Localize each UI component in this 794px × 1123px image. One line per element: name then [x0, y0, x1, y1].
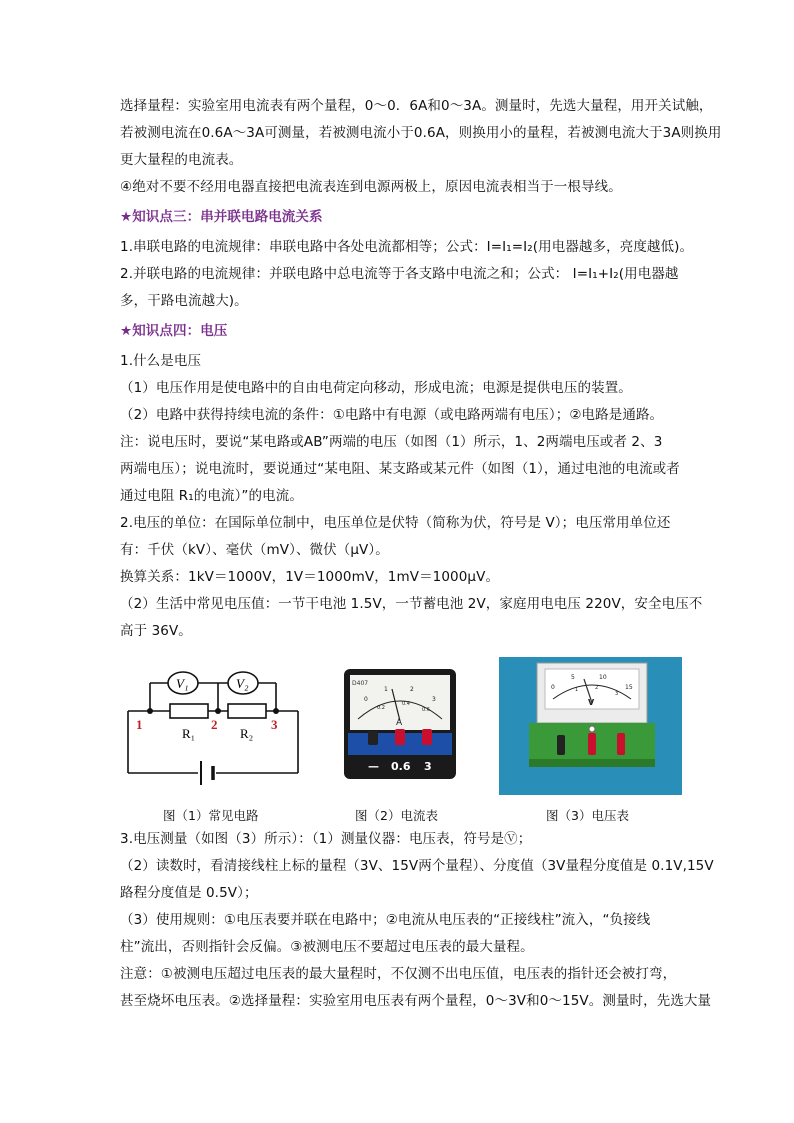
- voltmeter-scale-10: 10: [599, 674, 607, 681]
- para-line-13: 通过电阻 R₁的电流）”的电流。: [120, 488, 303, 504]
- voltmeter-scale-1: 1: [575, 687, 579, 693]
- ammeter-neg-terminal[interactable]: [368, 731, 378, 745]
- node-3-dot: [273, 708, 279, 714]
- para-line-1: 选择量程：实验室用电流表有两个量程，0～0．6A和0～3A。测量时，先选大量程，用开关试触，: [120, 98, 713, 114]
- para-line-11: 注：说电压时，要说“某电路或AB”两端的电压（如图（1）所示，1、2两端电压或者 2、3: [120, 434, 663, 450]
- circuit-diagram: [118, 663, 303, 793]
- para-line-20: （2）读数时，看清接线柱上标的量程（3V、15V两个量程）、分度值（3V量程分度值是 0.1V,15V: [120, 858, 714, 874]
- para-line-10: （2）电路中获得持续电流的条件：①电路中有电源（或电路两端有电压）；②电路是通路。: [120, 407, 664, 423]
- ammeter-scale-02: 0.2: [377, 705, 385, 711]
- voltmeter-scale-2: 2: [595, 685, 599, 691]
- section-heading-4: ★知识点四：电压: [120, 323, 228, 339]
- para-line-5: 1.串联电路的电流规律：串联电路中各处电流都相等；公式：I=I₁=I₂(用电器越多，亮度越低)。: [120, 239, 694, 255]
- para-line-6: 2.并联电路的电流规律：并联电路中总电流等于各支路中电流之和；公式： I=I₁+I₂(用电器越: [120, 266, 679, 282]
- v1-label: V₁: [176, 676, 189, 691]
- voltmeter-neg-terminal[interactable]: [557, 735, 565, 755]
- ammeter-model-label: D407: [352, 680, 369, 687]
- voltmeter-unit: V: [588, 698, 595, 707]
- para-line-2: 若被测电流在0.6A～3A可测量，若被测电流小于0.6A，则换用小的量程，若被测电流大于3A则换用: [120, 125, 722, 141]
- para-line-14: 2.电压的单位：在国际单位制中，电压单位是伏特（简称为伏，符号是 V）；电压常用单位还: [120, 515, 671, 531]
- ammeter-3-label: 3: [424, 760, 432, 773]
- para-line-16: 换算关系：1kV＝1000V，1V＝1000mV，1mV＝1000μV。: [120, 569, 500, 585]
- ammeter-scale-2: 2: [410, 686, 414, 693]
- para-line-7: 多，干路电流越大)。: [120, 293, 248, 309]
- para-line-4: ④绝对不要不经用电器直接把电流表连到电源两极上，原因电流表相当于一根导线。: [120, 179, 622, 195]
- node-2-label: 2: [211, 717, 218, 732]
- node-1-label: 1: [136, 717, 143, 732]
- node-2-dot: [215, 708, 221, 714]
- para-line-23: 柱”流出，否则指针会反偏。③被测电压不要超过电压表的最大量程。: [120, 939, 534, 955]
- para-line-3: 更大量程的电流表。: [120, 152, 243, 168]
- v2-label: V₂: [236, 676, 249, 691]
- voltmeter-scale-15: 15: [625, 684, 633, 691]
- ammeter-neg-label: —: [368, 760, 379, 773]
- para-line-15: 有：千伏（kV）、毫伏（mV）、微伏（μV）。: [120, 542, 389, 558]
- para-line-9: （1）电压作用是使电路中的自由电荷定向移动，形成电流；电源是提供电压的装置。: [120, 380, 632, 396]
- voltmeter-scale-0: 0: [551, 684, 555, 691]
- r1-label: R₁: [182, 726, 196, 741]
- ammeter-unit: A: [396, 718, 403, 728]
- node-3-label: 3: [271, 717, 278, 732]
- section-heading-3: ★知识点三：串并联电路电流关系: [120, 209, 323, 225]
- figure-1-caption: 图（1）常见电路: [163, 808, 259, 823]
- para-line-19: 3.电压测量（如图（3）所示）：（1）测量仪器：电压表，符号是Ⓥ；: [120, 831, 532, 847]
- para-line-24: 注意：①被测电压超过电压表的最大量程时，不仅测不出电压值，电压表的指针还会被打弯，: [120, 966, 677, 982]
- para-line-18: 高于 36V。: [120, 623, 192, 639]
- figure-row: [118, 655, 688, 805]
- para-line-22: （3）使用规则：①电压表要并联在电路中；②电流从电压表的“正接线柱”流入，“负接线: [120, 912, 651, 928]
- ammeter-photo: [344, 669, 456, 779]
- ammeter-06-terminal[interactable]: [395, 729, 405, 745]
- ammeter-06-label: 0.6: [391, 760, 411, 773]
- para-line-12: 两端电压）；说电流时，要说通过“某电阻、某支路或某元件（如图（1），通过电池的电流或者: [120, 461, 680, 477]
- voltmeter-15v-terminal[interactable]: [617, 733, 625, 755]
- ammeter-3-terminal[interactable]: [422, 729, 432, 745]
- para-line-8: 1.什么是电压: [120, 353, 202, 369]
- voltmeter-scale-5: 5: [571, 674, 575, 681]
- para-line-21: 路程分度值是 0.5V）；: [120, 885, 258, 901]
- voltmeter-scale-3: 3: [615, 691, 619, 697]
- ammeter-scale-1: 1: [384, 686, 388, 693]
- ammeter-scale-04: 0.4: [402, 701, 410, 707]
- ammeter-scale-06: 0.6: [422, 707, 430, 713]
- figure-3-caption: 图（3）电压表: [546, 808, 629, 823]
- node-1-dot: [147, 708, 153, 714]
- voltmeter-3v-terminal[interactable]: [588, 733, 596, 755]
- ammeter-scale-0: 0: [364, 696, 368, 703]
- r2-label: R₂: [240, 726, 254, 741]
- figure-2-caption: 图（2）电流表: [355, 808, 438, 823]
- para-line-17: （2）生活中常见电压值：一节干电池 1.5V，一节蓄电池 2V，家庭用电电压 220V，安全电压不: [120, 596, 703, 612]
- voltmeter-illustration: [499, 657, 682, 795]
- ammeter-scale-3: 3: [432, 696, 436, 703]
- para-line-25: 甚至烧坏电压表。②选择量程：实验室用电压表有两个量程，0～3V和0～15V。测量时，先选大量: [120, 993, 712, 1009]
